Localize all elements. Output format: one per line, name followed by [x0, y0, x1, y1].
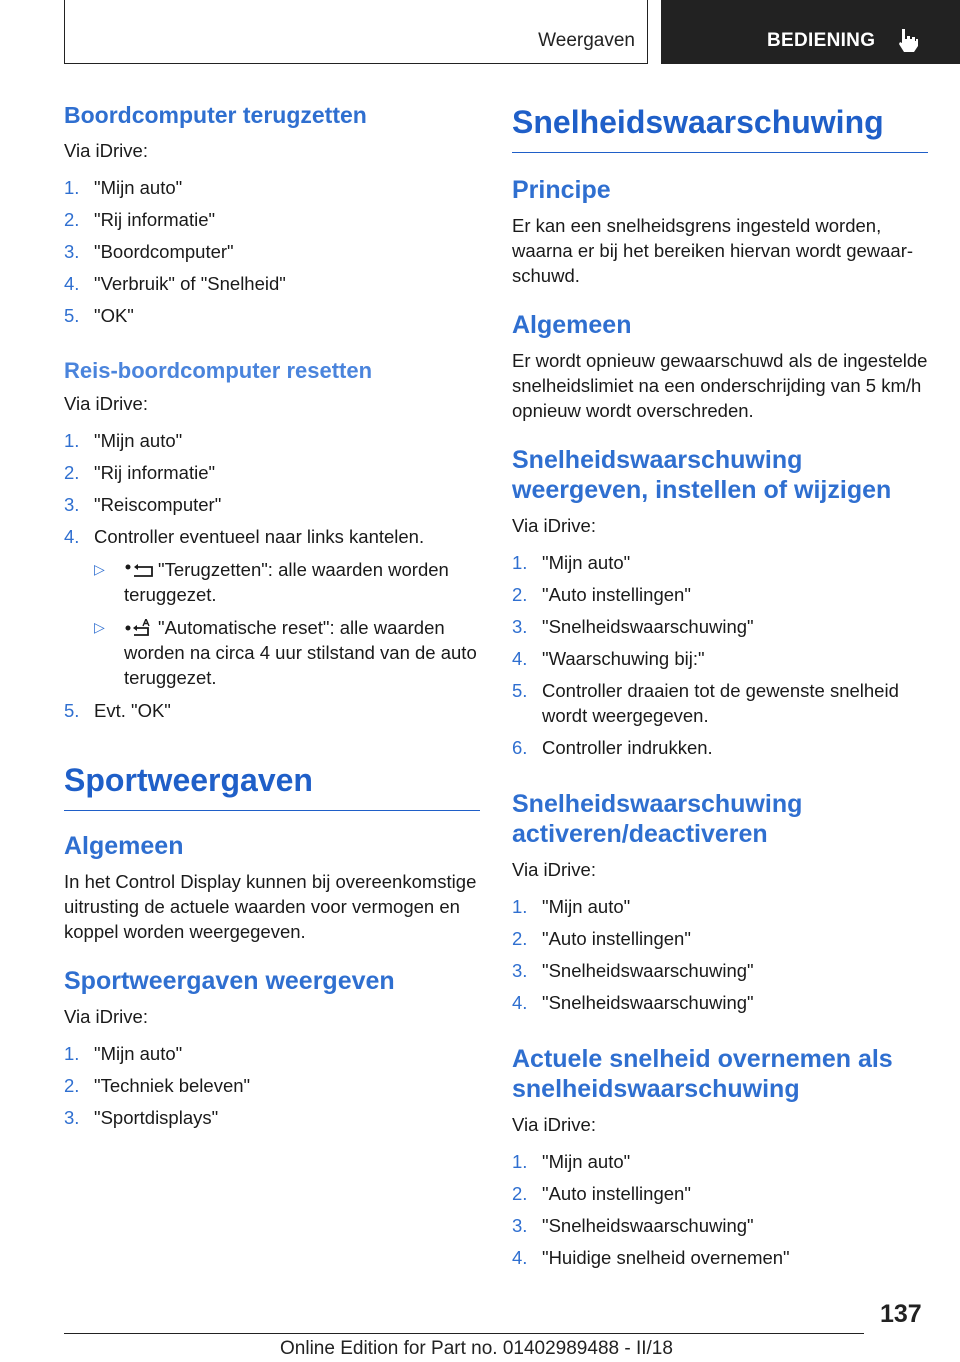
list-item: 2. "Auto instellingen" [512, 584, 691, 605]
chapter-heading: Snelheidswaarschuwing [512, 100, 928, 153]
section-title: Actuele snelheid overnemen als snelheidswaarschuwing [512, 1045, 893, 1103]
sub-list [94, 557, 480, 690]
list-item: 3. "Snelheidswaarschuwing" [512, 960, 754, 981]
section-title: Algemeen [64, 832, 184, 860]
list-item: 4. "Snelheidswaarschuwing" [512, 992, 754, 1013]
steps-list [512, 550, 928, 760]
left-column [64, 100, 480, 1137]
footer-divider [64, 1333, 864, 1334]
sub-list-item: ▷ "Automatische reset": alle waarden worden na circa 4 uur stilstand van de auto teruggezet. [94, 617, 477, 688]
list-item: 1. "Mijn auto" [512, 896, 631, 917]
list-item: 4. "Verbruik" of "Snelheid" [64, 273, 286, 294]
footer-edition: Online Edition for Part no. 01402989488 - II/18 [280, 1338, 673, 1359]
list-item: 1. "Mijn auto" [512, 552, 631, 573]
intro-text: Via iDrive: [512, 859, 596, 880]
section-title: Snelheidswaarschuwing weergeven, instellen of wijzigen [512, 446, 892, 504]
section-title: Boordcomputer terugzetten [64, 102, 367, 128]
section-title: Reis-boordcomputer resetten [64, 358, 373, 383]
header-section-box [64, 0, 648, 64]
section-title: Principe [512, 176, 611, 204]
intro-text: Via iDrive: [64, 1006, 148, 1027]
intro-text: Via iDrive: [64, 393, 148, 414]
list-item: 3. "Boordcomputer" [64, 241, 234, 262]
list-item: 2. "Rij informatie" [64, 462, 216, 483]
list-item: 1. "Mijn auto" [64, 430, 183, 451]
list-item: 1. "Mijn auto" [64, 177, 183, 198]
hand-pointer-icon [893, 26, 921, 54]
list-item: 3. "Snelheidswaarschuwing" [512, 1215, 754, 1236]
page-number: 137 [880, 1300, 922, 1328]
list-item: 2. "Auto instellingen" [512, 1183, 691, 1204]
auto-reset-icon [124, 619, 154, 637]
steps-list [64, 1041, 480, 1130]
list-item: 5. Controller draaien tot de gewenste snelheid wordt weergegeven. [512, 680, 899, 726]
header-chapter-title: BEDIENING [767, 30, 876, 51]
reset-arrow-icon [124, 561, 154, 579]
sub-list-item: ▷ "Terugzetten": alle waarden worden teruggezet. [94, 559, 449, 605]
steps-list [512, 1149, 928, 1270]
list-item: 4. "Waarschuwing bij:" [512, 648, 705, 669]
list-item: 4. Controller eventueel naar links kantelen. ▷ "Terugzetten": alle waarden worden teruggezet. ▷ "Automatische reset": alle waarden worden na circa 4 uur stilstand van de auto teruggezet. [64, 524, 480, 690]
right-column [512, 100, 928, 1277]
list-item: 2. "Techniek beleven" [64, 1075, 251, 1096]
list-item: 3. "Reiscomputer" [64, 494, 222, 515]
list-item: 1. "Mijn auto" [64, 1043, 183, 1064]
section-title: Sportweergaven weergeven [64, 967, 395, 995]
header-section-title: Weergaven [538, 30, 635, 51]
steps-list [64, 175, 480, 328]
chapter-heading: Sportweergaven [64, 758, 480, 811]
steps-list [64, 428, 480, 723]
list-item: 2. "Auto instellingen" [512, 928, 691, 949]
intro-text: Via iDrive: [512, 1114, 596, 1135]
body-text: Er wordt opnieuw gewaarschuwd als de ingestelde snelheidslimiet na een onderschrijding van 5 km/h opnieuw wordt overschreden. [512, 350, 928, 421]
list-item: 6. Controller indrukken. [512, 737, 713, 758]
body-text: In het Control Display kunnen bij overeenkomstige uitrusting de actuele waarden voor vermogen en koppel worden weergegeven. [64, 871, 477, 942]
section-title: Algemeen [512, 311, 632, 339]
triangle-bullet-icon: ▷ [94, 561, 105, 577]
list-item: 5. Evt. "OK" [64, 700, 171, 721]
list-item: 3. "Snelheidswaarschuwing" [512, 616, 754, 637]
list-item: 2. "Rij informatie" [64, 209, 216, 230]
list-item: 4. "Huidige snelheid overnemen" [512, 1247, 790, 1268]
header-chapter-box [661, 0, 960, 64]
body-text: Er kan een snelheidsgrens ingesteld worden, waarna er bij het bereiken hiervan wordt gewaarschuwd. [512, 215, 914, 286]
list-item: 3. "Sportdisplays" [64, 1107, 219, 1128]
list-item: 5. "OK" [64, 305, 134, 326]
intro-text: Via iDrive: [64, 140, 148, 161]
list-item: 1. "Mijn auto" [512, 1151, 631, 1172]
triangle-bullet-icon: ▷ [94, 619, 105, 635]
intro-text: Via iDrive: [512, 515, 596, 536]
section-title: Snelheidswaarschuwing activeren/deactiveren [512, 790, 803, 848]
steps-list [512, 894, 928, 1015]
